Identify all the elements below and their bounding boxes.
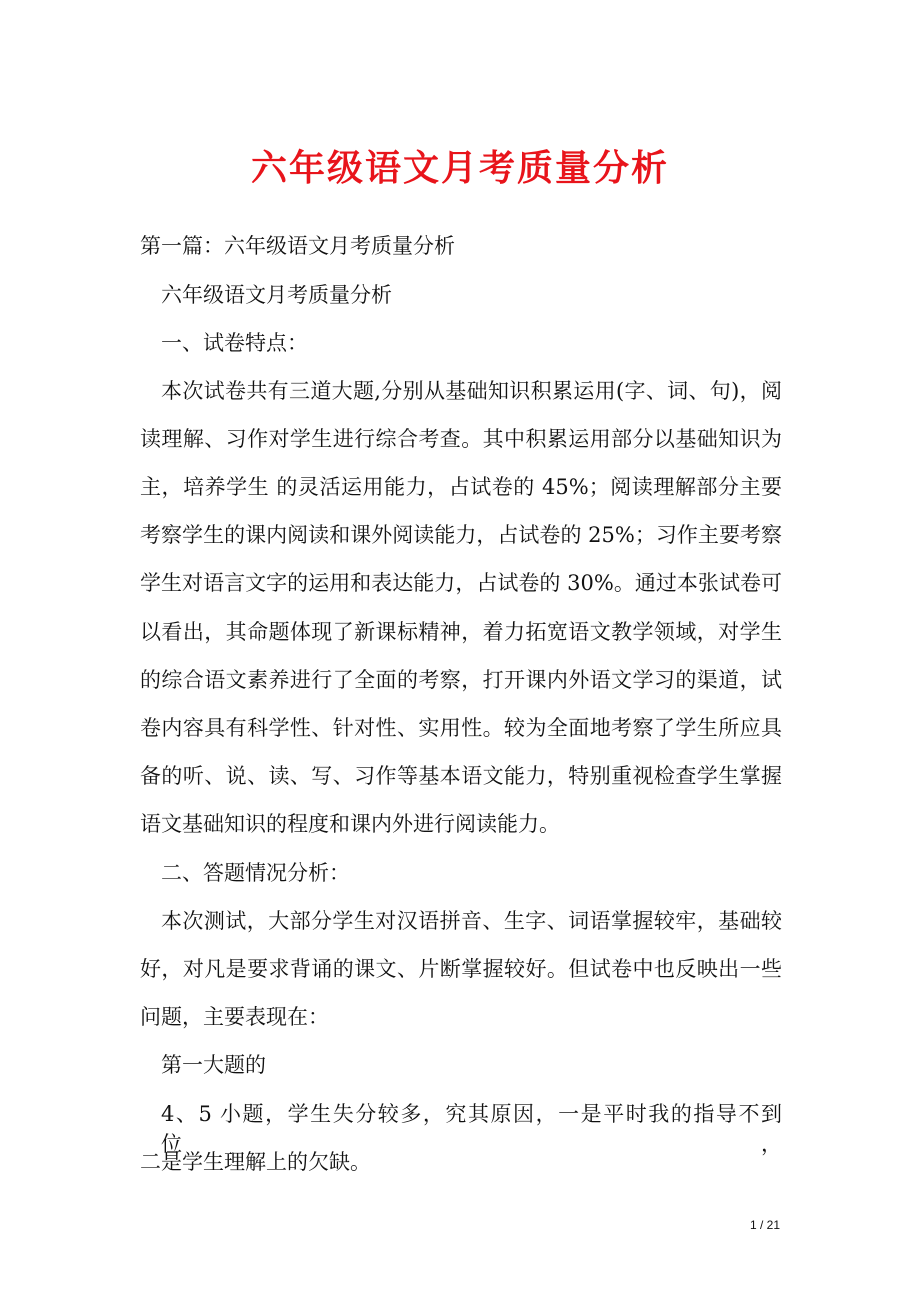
section-heading: 第一篇：六年级语文月考质量分析 (140, 234, 455, 258)
paragraph-line: 本次测试，大部分学生对汉语拼音、生字、词语掌握较牢，基础较 (161, 909, 782, 933)
paragraph-line: 第一大题的 (161, 1053, 266, 1077)
paragraph-line: 主，培养学生 的灵活运用能力，占试卷的 45%；阅读理解部分主要 (140, 475, 782, 499)
part2-heading: 二、答题情况分析： (161, 861, 350, 885)
paragraph-line: 考察学生的课内阅读和课外阅读能力，占试卷的 25%；习作主要考察 (140, 523, 782, 547)
paragraph-line: 卷内容具有科学性、针对性、实用性。较为全面地考察了学生所应具 (140, 716, 782, 740)
paragraph-line: 4、5 小题，学生失分较多，究其原因，一是平时我的指导不到位， (161, 1102, 782, 1156)
paragraph-line: 二是学生理解上的欠缺。 (140, 1150, 371, 1174)
subtitle: 六年级语文月考质量分析 (161, 283, 392, 307)
document-title: 六年级语文月考质量分析 (250, 147, 669, 189)
paragraph-line: 问题，主要表现在： (140, 1005, 329, 1029)
page-number: 1 / 21 (749, 1218, 780, 1232)
paragraph-line: 语文基础知识的程度和课内外进行阅读能力。 (140, 812, 560, 836)
paragraph-line: 本次试卷共有三道大题,分别从基础知识积累运用(字、词、句)，阅 (161, 379, 782, 403)
paragraph-line: 读理解、习作对学生进行综合考查。其中积累运用部分以基础知识为 (140, 427, 782, 451)
part1-heading: 一、试卷特点： (161, 331, 308, 355)
paragraph-line: 以看出，其命题体现了新课标精神，着力拓宽语文教学领域，对学生 (140, 620, 782, 644)
paragraph-line: 备的听、说、读、写、习作等基本语文能力，特别重视检查学生掌握 (140, 764, 782, 788)
paragraph-line: 好，对凡是要求背诵的课文、片断掌握较好。但试卷中也反映出一些 (140, 957, 782, 981)
paragraph-line: 的综合语文素养进行了全面的考察，打开课内外语文学习的渠道，试 (140, 668, 782, 692)
paragraph-line: 学生对语言文字的运用和表达能力，占试卷的 30%。通过本张试卷可 (140, 571, 782, 595)
